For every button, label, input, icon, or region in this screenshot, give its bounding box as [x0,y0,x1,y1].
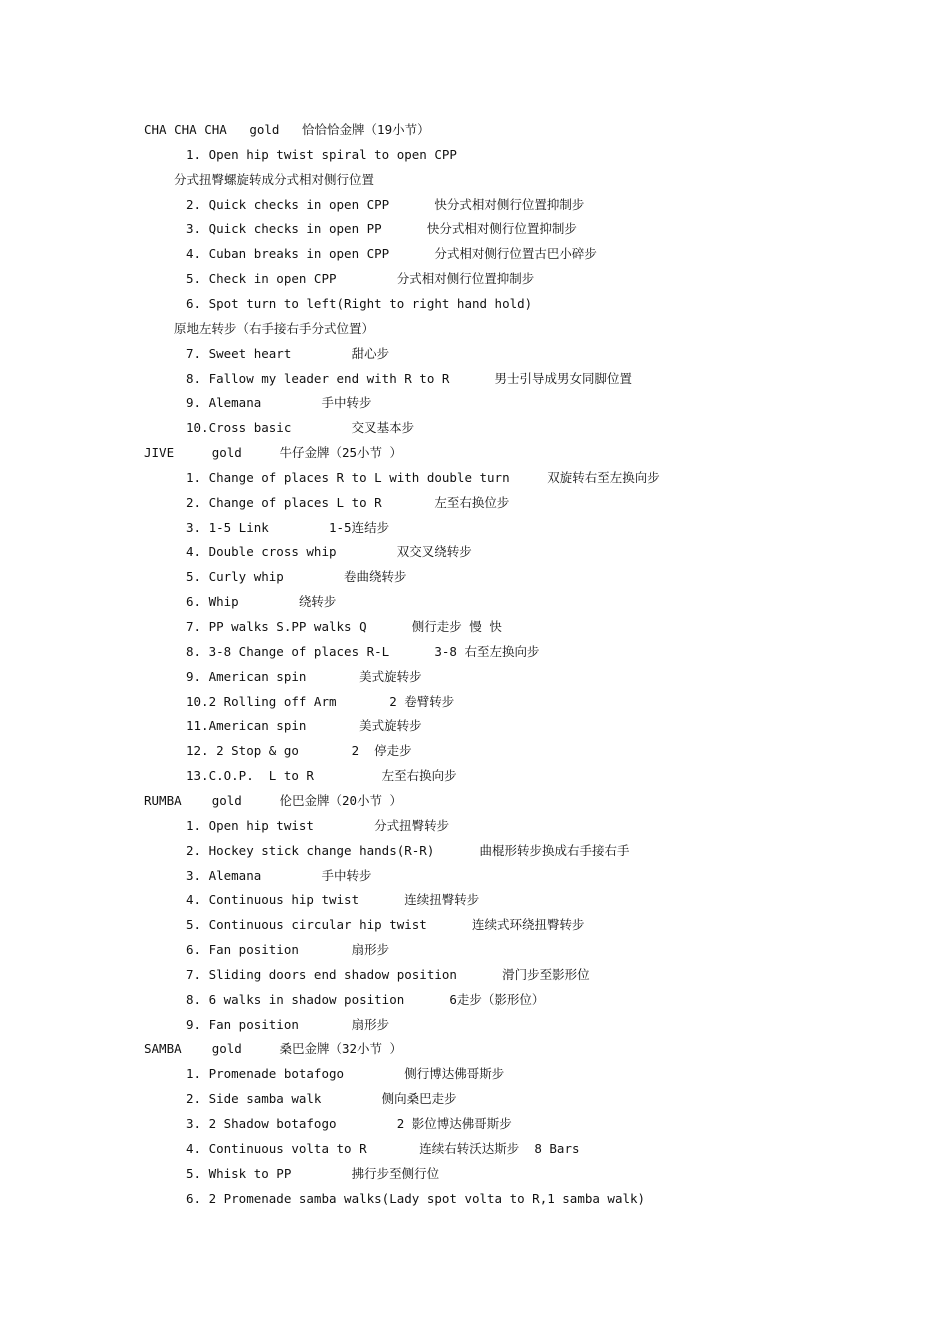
section-heading: JIVE gold 牛仔金牌（25小节 ） [144,445,403,461]
step-item: 8. Fallow my leader end with R to R 男士引导成男女同脚位置 [186,370,633,386]
step-item: 6. Spot turn to left(Right to right hand hold) [186,295,533,311]
step-item: 4. Continuous hip twist 连续扭臀转步 [186,892,480,908]
step-item: 10.Cross basic 交叉基本步 [186,420,415,436]
step-item: 9. Fan position 扇形步 [186,1016,390,1032]
section-heading: CHA CHA CHA gold 恰恰恰金牌（19小节） [144,122,430,137]
step-item: 7. Sliding doors end shadow position 滑门步至影形位 [186,966,590,982]
step-item: 6. 2 Promenade samba walks(Lady spot volta to R,1 samba walk) [186,1190,646,1206]
step-item: 1. Change of places R to L with double turn 双旋转右至左换向步 [186,469,660,485]
step-item: 2. Hockey stick change hands(R-R) 曲棍形转步换成右手接右手 [186,842,630,858]
step-item: 3. 1-5 Link 1-5连结步 [186,519,390,535]
step-item: 5. Check in open CPP 分式相对侧行位置抑制步 [186,271,535,287]
step-item: 8. 3-8 Change of places R-L 3-8 右至左换向步 [186,643,540,659]
step-item: 5. Whisk to PP 拂行步至侧行位 [186,1165,440,1181]
step-item: 1. Open hip twist spiral to open CPP [186,146,457,162]
step-item: 5. Continuous circular hip twist 连续式环绕扭臀转步 [186,917,585,933]
step-item: 11.American spin 美式旋转步 [186,718,422,734]
step-item: 6. Whip 绕转步 [186,594,337,610]
step-item: 2. Quick checks in open CPP 快分式相对侧行位置抑制步 [186,196,585,212]
step-item: 12. 2 Stop & go 2 停走步 [186,743,412,759]
step-item: 1. Open hip twist 分式扭臀转步 [186,817,450,833]
step-item: 2. Side samba walk 侧向桑巴走步 [186,1091,457,1107]
step-item: 9. American spin 美式旋转步 [186,668,422,684]
step-item: 13.C.O.P. L to R 左至右换向步 [186,768,457,784]
step-item: 3. 2 Shadow botafogo 2 影位博达佛哥斯步 [186,1116,512,1131]
step-translation-line: 原地左转步（右手接右手分式位置） [174,320,375,336]
step-item: 4. Cuban breaks in open CPP 分式相对侧行位置古巴小碎步 [186,246,597,262]
step-item: 1. Promenade botafogo 侧行博达佛哥斯步 [186,1066,505,1082]
step-item: 3. Alemana 手中转步 [186,867,372,883]
section-heading: RUMBA gold 伦巴金牌（20小节 ） [144,792,403,808]
step-item: 7. Sweet heart 甜心步 [186,345,390,361]
step-translation-line: 分式扭臀螺旋转成分式相对侧行位置 [174,171,375,187]
step-item: 8. 6 walks in shadow position 6走步（影形位） [186,991,545,1007]
section-heading: SAMBA gold 桑巴金牌（32小节 ） [144,1041,403,1057]
step-item: 4. Continuous volta to R 连续右转沃达斯步 8 Bars [186,1140,580,1156]
step-item: 4. Double cross whip 双交叉绕转步 [186,544,472,560]
step-item: 9. Alemana 手中转步 [186,395,372,411]
step-item: 3. Quick checks in open PP 快分式相对侧行位置抑制步 [186,221,577,237]
step-item: 2. Change of places L to R 左至右换位步 [186,494,510,510]
step-item: 6. Fan position 扇形步 [186,942,390,958]
step-item: 5. Curly whip 卷曲绕转步 [186,569,407,585]
step-item: 7. PP walks S.PP walks Q 侧行走步 慢 快 [186,619,502,634]
step-item: 10.2 Rolling off Arm 2 卷臂转步 [186,693,455,709]
